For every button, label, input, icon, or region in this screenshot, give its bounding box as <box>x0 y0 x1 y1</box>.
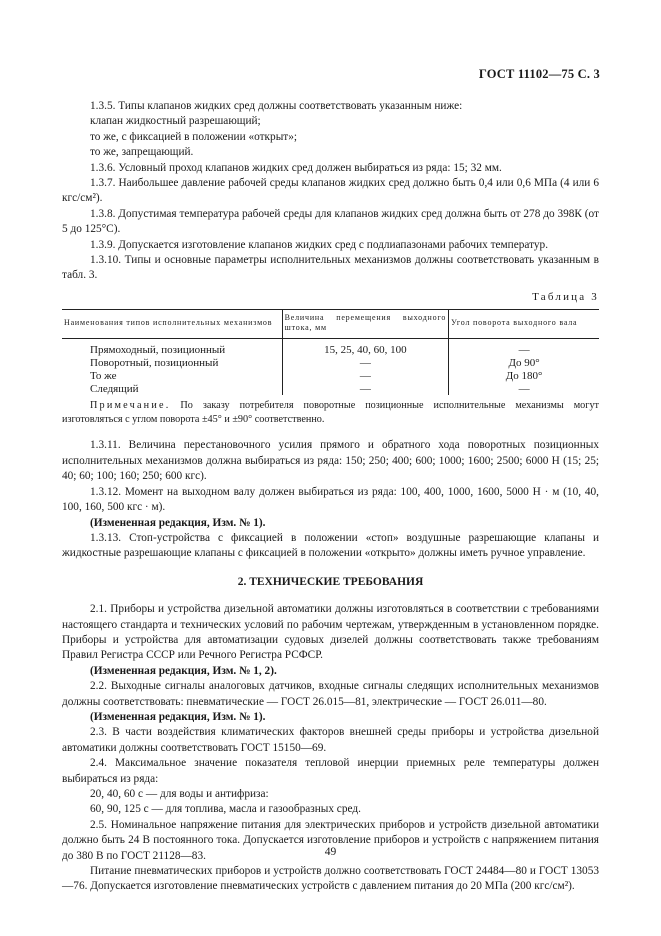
table-row <box>62 383 599 396</box>
table-cell: Следящий <box>62 383 282 396</box>
paragraph-p21: 2.1. Приборы и устройства дизельной автоматики должны изготовляться в соответствии с требованиями настоящего стандарта и технических условий по рабочим чертежам, утвержденным в установленном порядке. Приборы и устройства для автоматизации судовых дизелей должны соответствовать также требованиям Правил Регистра СССР или Речного Регистра РСФСР. <box>62 603 599 662</box>
paragraphs-mid <box>62 438 599 561</box>
paragraph-p24a: 20, 40, 60 с — для воды и антифриза: <box>90 788 269 800</box>
paragraph-p25b: Питание пневматических приборов и устройств должно соответствовать ГОСТ 24484—80 и ГОСТ 13053—76. Допускается изготовление пневматических устройств с давлением питания до 20 МПа (200 кгс/см²). <box>62 865 599 893</box>
paragraph-ed12: (Измененная редакция, Изм. № 1, 2). <box>90 664 277 677</box>
paragraph-p137: 1.3.7. Наибольшее давление рабочей среды клапанов жидких сред должно быть 0,4 или 0,6 МПа (4 или 6 кгс/см²). <box>62 177 599 205</box>
table-cell: — <box>518 382 530 395</box>
paragraph-p135b: то же, с фиксацией в положении «открыт»; <box>90 130 298 143</box>
paragraph-p24b: 60, 90, 125 с — для топлива, масла и газообразных сред. <box>90 803 361 816</box>
paragraph-p1313: 1.3.13. Стоп-устройства с фиксацией в положении «стоп» воздушные разрешающие клапаны и жидкостные разрешающие клапаны с фиксацией в положении «открыто» должны иметь ручное управление. <box>62 531 599 560</box>
table-header-cell: Угол поворота выходного вала <box>449 310 599 339</box>
document-body <box>62 99 599 895</box>
table-row <box>62 357 599 370</box>
paragraph-p135c: то же, запрещающий. <box>90 146 194 159</box>
paragraph-p139: 1.3.9. Допускается изготовление клапанов жидких сред с подлиапазонами рабочих температур. <box>90 238 549 251</box>
paragraph-p24: 2.4. Максимальное значение показателя тепловой инерции приемных реле температуры должен выбираться из ряда: <box>62 757 599 785</box>
table-cell: — <box>282 383 448 396</box>
table-header-row <box>62 310 599 339</box>
table-body <box>62 339 599 396</box>
paragraph-p138: 1.3.8. Допустимая температура рабочей среды для клапанов жидких сред должна быть от 278 до 398К (от 5 до 125°С). <box>62 207 599 236</box>
table-row <box>62 339 599 357</box>
page-number: 49 <box>324 846 337 858</box>
note-text: По заказу потребителя поворотные позиционные исполнительные механизмы могут изготовляться с углом поворота ±45° и ±90° соответственно. <box>62 400 599 426</box>
paragraph-p135a: клапан жидкостный разрешающий; <box>90 115 261 128</box>
section-title: 2. ТЕХНИЧЕСКИЕ ТРЕБОВАНИЯ <box>237 575 424 588</box>
paragraph-p22: 2.2. Выходные сигналы аналоговых датчиков, входные сигналы следящих исполнительных механизмов должны соответствовать: пневматические — ГОСТ 26.015—81, электрические — ГОСТ 26.011—80. <box>62 680 599 708</box>
paragraph-p135: 1.3.5. Типы клапанов жидких сред должны соответствовать указанным ниже: <box>90 100 463 112</box>
table-cell: Поворотный, позиционный <box>62 357 282 370</box>
paragraphs-top <box>62 99 599 284</box>
table-cell: Прямоходный, позиционный <box>62 339 282 357</box>
table-header-cell: Величина перемещения выходного штока, мм <box>282 310 448 339</box>
table-header-cell: Наименования типов исполнительных механизмов <box>62 310 282 339</box>
paragraph-ed1: (Измененная редакция, Изм. № 1). <box>90 516 266 529</box>
table-cell: 15, 25, 40, 60, 100 <box>282 339 448 357</box>
note-label: Примечание. <box>90 400 171 412</box>
running-header: ГОСТ 11102—75 С. 3 <box>478 67 600 81</box>
table-cell: — <box>282 370 448 383</box>
table-cell: — <box>518 344 530 357</box>
table-cell: До 90° <box>508 357 540 370</box>
paragraph-p1310: 1.3.10. Типы и основные параметры исполнительных механизмов должны соответствовать указанным в табл. 3. <box>62 254 599 282</box>
table-3 <box>62 309 599 395</box>
table-note <box>62 399 599 427</box>
paragraph-ed1b: (Измененная редакция, Изм. № 1). <box>90 710 266 723</box>
paragraph-p1312: 1.3.12. Момент на выходном валу должен выбираться из ряда: 100, 400, 1000, 1600, 5000 Н · м (10, 40, 100, 160, 500 кгс · м). <box>62 485 599 514</box>
table-cell: То же <box>62 370 282 383</box>
table-label: Таблица 3 <box>532 290 599 303</box>
paragraph-p136: 1.3.6. Условный проход клапанов жидких сред должен выбираться из ряда: 15; 32 мм. <box>90 161 502 174</box>
paragraph-p23: 2.3. В части воздействия климатических факторов внешней среды приборы и устройства дизельной автоматики должны соответствовать ГОСТ 15150—69. <box>62 726 599 754</box>
paragraph-p1311: 1.3.11. Величина перестановочного усилия прямого и обратного хода поворотных позиционных исполнительных механизмов должна выбираться из ряда: 150; 250; 400; 600; 1000; 1600; 2500; 6000 Н (15; 25; 40; 60; 100; 160; 250; 600 кгс). <box>62 439 599 483</box>
paragraph-p25: 2.5. Номинальное напряжение питания для электрических приборов и устройств дизельной автоматики должно быть 24 В постоянного тока. Допускается изготовление приборов и устройств с напряжением питания до 380 В по ГОСТ 21128—83. <box>62 818 599 862</box>
table-cell: До 180° <box>505 369 543 382</box>
table-cell: — <box>282 357 448 370</box>
table-row <box>62 370 599 383</box>
